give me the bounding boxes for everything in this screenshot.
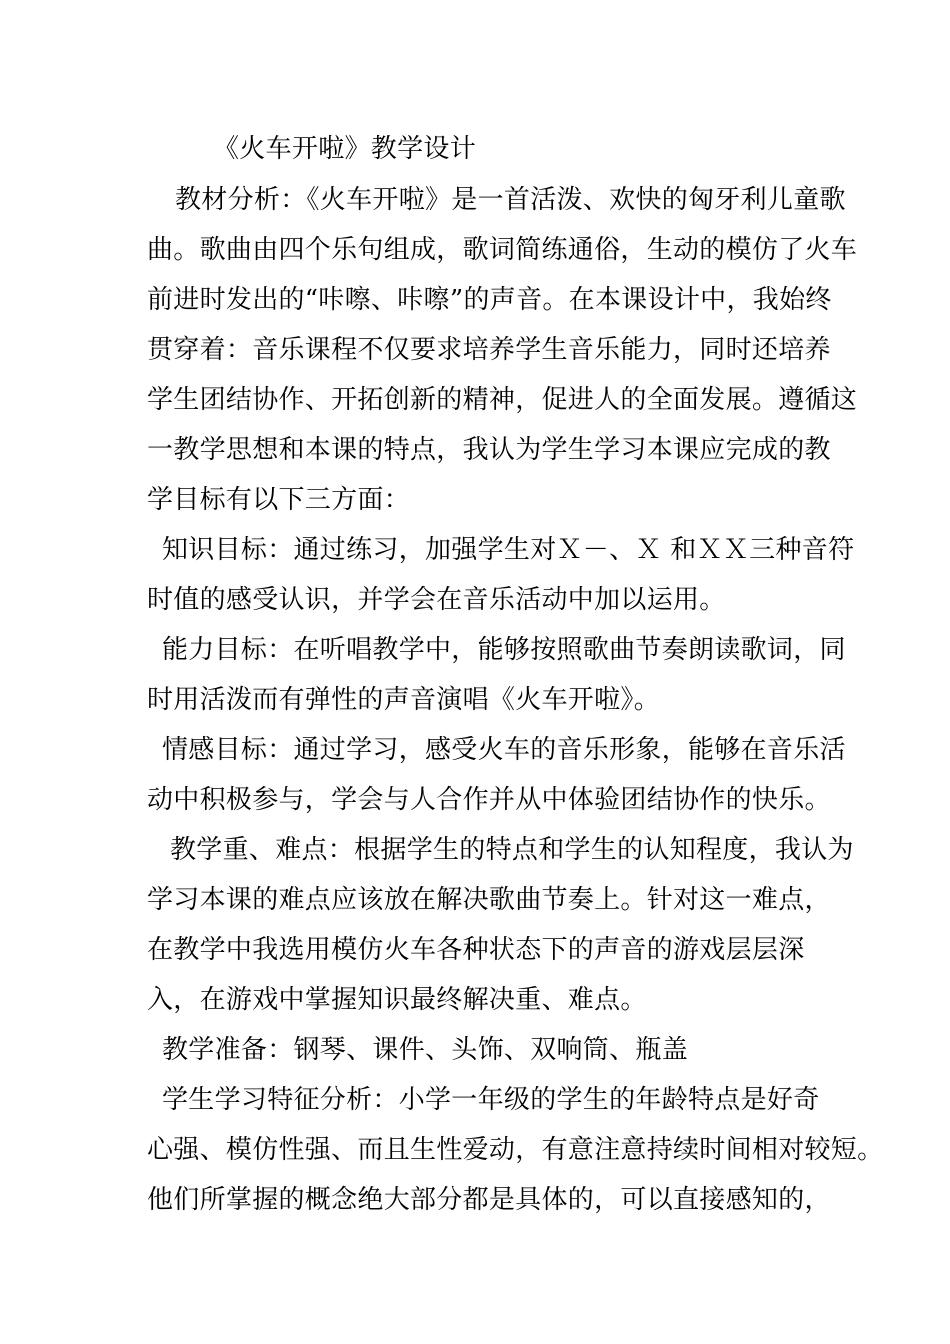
paragraph-line: 能力目标：在听唱教学中，能够按照歌曲节奏朗读歌词，同 [162,635,846,665]
paragraph-line: 入，在游戏中掌握知识最终解决重、难点。 [147,985,647,1015]
paragraph-line: 知识目标：通过练习，加强学生对Ｘ－、Ｘ 和ＸＸ三种音符 [162,535,855,565]
paragraph-line: 教学准备：钢琴、课件、头饰、双响筒、瓶盖 [162,1035,689,1065]
paragraph-line: 前进时发出的“咔嚓、咔嚓”的声音。在本课设计中，我始终 [147,285,832,315]
document-title: 《火车开啦》教学设计 [213,134,477,164]
paragraph-line: 动中积极参与，学会与人合作并从中体验团结协作的快乐。 [147,785,831,815]
paragraph-line: 学生学习特征分析：小学一年级的学生的年龄特点是好奇 [162,1085,820,1115]
paragraph-line: 教学重、难点：根据学生的特点和学生的认知程度，我认为 [170,835,854,865]
paragraph-line: 一教学思想和本课的特点，我认为学生学习本课应完成的教 [147,435,831,465]
paragraph-line: 时用活泼而有弹性的声音演唱《火车开啦》。 [147,685,661,715]
paragraph-line: 时值的感受认识，并学会在音乐活动中加以运用。 [147,585,726,615]
paragraph-line: 教材分析：《火车开啦》是一首活泼、欢快的匈牙利儿童歌 [175,185,846,215]
paragraph-line: 情感目标：通过学习，感受火车的音乐形象，能够在音乐活 [162,735,846,765]
paragraph-line: 学目标有以下三方面： [147,485,411,515]
paragraph-line: 学生团结协作、开拓创新的精神，促进人的全面发展。遵循这 [147,385,858,415]
paragraph-line: 心强、模仿性强、而且生性爱动，有意注意持续时间相对较短。 [147,1135,884,1165]
paragraph-line: 贯穿着：音乐课程不仅要求培养学生音乐能力，同时还培养 [147,335,831,365]
paragraph-line: 曲。歌曲由四个乐句组成，歌词简练通俗，生动的模仿了火车 [147,235,858,265]
paragraph-line: 他们所掌握的概念绝大部分都是具体的，可以直接感知的， [147,1185,831,1215]
paragraph-line: 学习本课的难点应该放在解决歌曲节奏上。针对这一难点， [147,885,831,915]
paragraph-line: 在教学中我选用模仿火车各种状态下的声音的游戏层层深 [147,935,805,965]
